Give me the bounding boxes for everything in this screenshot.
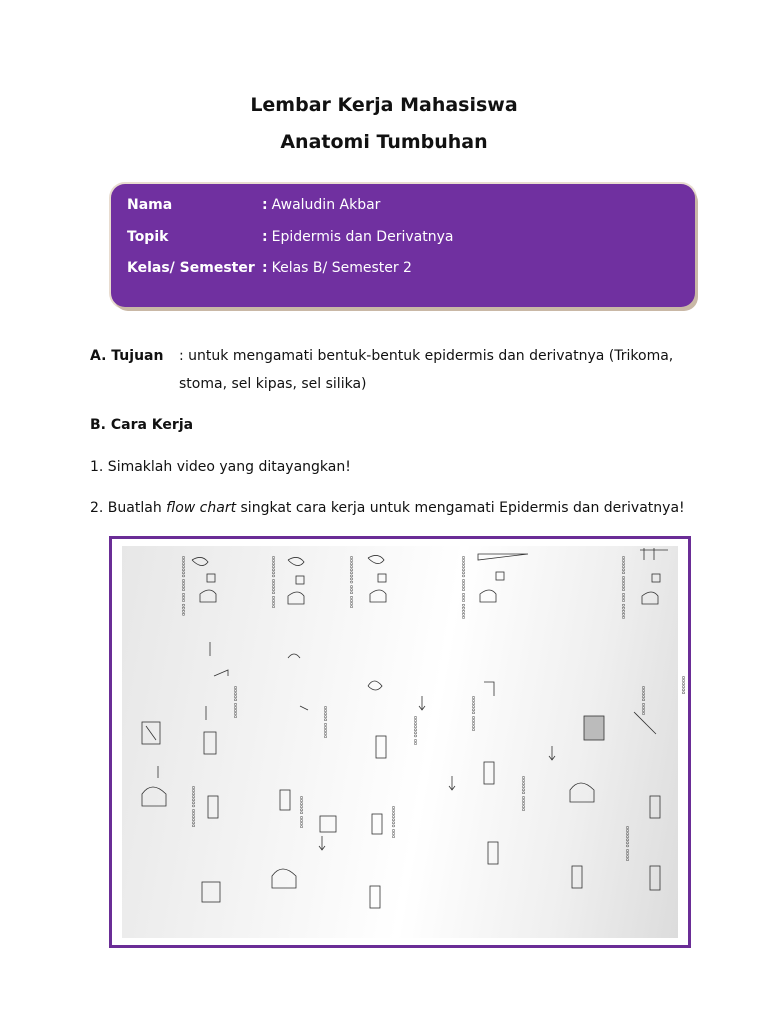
info-row-kelas	[127, 260, 412, 276]
flowchart-photo-frame	[109, 536, 691, 948]
step-2-emphasis: flow chart	[166, 500, 237, 516]
leaf-sketch	[192, 557, 208, 565]
info-label: Topik	[127, 229, 169, 245]
svg-text:oooooo ooooo: oooooo ooooo	[520, 776, 526, 812]
student-info-box	[111, 184, 695, 307]
step-2	[90, 500, 685, 516]
svg-text:ooooooo oooo: ooooooo oooo	[624, 826, 630, 862]
cara-kerja-heading: B. Cara Kerja	[90, 417, 194, 433]
svg-text:ooooooooo ooo oooo: ooooooooo ooo oooo	[348, 556, 354, 609]
svg-text:ooooooo ooo: ooooooo ooo	[390, 806, 396, 839]
step-2-suffix: singkat cara kerja untuk mengamati Epidermis dan derivatnya!	[236, 500, 685, 516]
microscope-sketch	[200, 590, 216, 602]
info-label: Nama	[127, 197, 173, 213]
svg-text:ooooooo oooooo: ooooooo oooooo	[190, 786, 196, 828]
svg-text:oooooo oooo: oooooo oooo	[298, 796, 304, 829]
info-row-topik	[127, 229, 453, 245]
title-line-1: Lembar Kerja Mahasiswa	[250, 94, 518, 116]
tujuan-label: A. Tujuan	[90, 348, 164, 364]
info-row-nama	[127, 197, 380, 213]
svg-text:ooooo oooo: ooooo oooo	[640, 686, 646, 716]
svg-text:ooooooo oooo ooo oooo: ooooooo oooo ooo oooo	[180, 556, 186, 616]
flowchart-photo	[122, 546, 686, 938]
info-value: Epidermis dan Derivatnya	[271, 229, 454, 245]
svg-text:oooooo ooooo ooo ooooo: oooooo ooooo ooo ooooo	[620, 556, 626, 619]
svg-text:oooooo ooooo: oooooo ooooo	[470, 696, 476, 732]
info-value: Awaludin Akbar	[271, 197, 381, 213]
info-colon: :	[262, 260, 268, 276]
handwritten-sketch	[122, 546, 686, 938]
svg-text:ooooooo oooo ooo ooooo: ooooooo oooo ooo ooooo	[460, 556, 466, 619]
svg-text:ooooooo ooooo oooo: ooooooo ooooo oooo	[270, 556, 276, 609]
svg-text:ooooooo oo: ooooooo oo	[412, 716, 418, 746]
info-label: Kelas/ Semester	[127, 260, 255, 276]
step-2-prefix: 2. Buatlah	[90, 500, 167, 516]
step-1: 1. Simaklah video yang ditayangkan!	[90, 459, 351, 475]
info-colon: :	[262, 197, 268, 213]
tujuan-text-line-1: : untuk mengamati bentuk-bentuk epidermis dan derivatnya (Trikoma,	[179, 348, 674, 364]
title-line-2: Anatomi Tumbuhan	[280, 131, 488, 153]
tujuan-text-line-2: stoma, sel kipas, sel silika)	[179, 376, 367, 392]
svg-text:ooooo ooooo: ooooo ooooo	[322, 706, 328, 739]
svg-text:ooooo ooooo: ooooo ooooo	[232, 686, 238, 719]
svg-text:oooooo: oooooo	[680, 676, 686, 695]
info-colon: :	[262, 229, 268, 245]
info-value: Kelas B/ Semester 2	[271, 260, 412, 276]
